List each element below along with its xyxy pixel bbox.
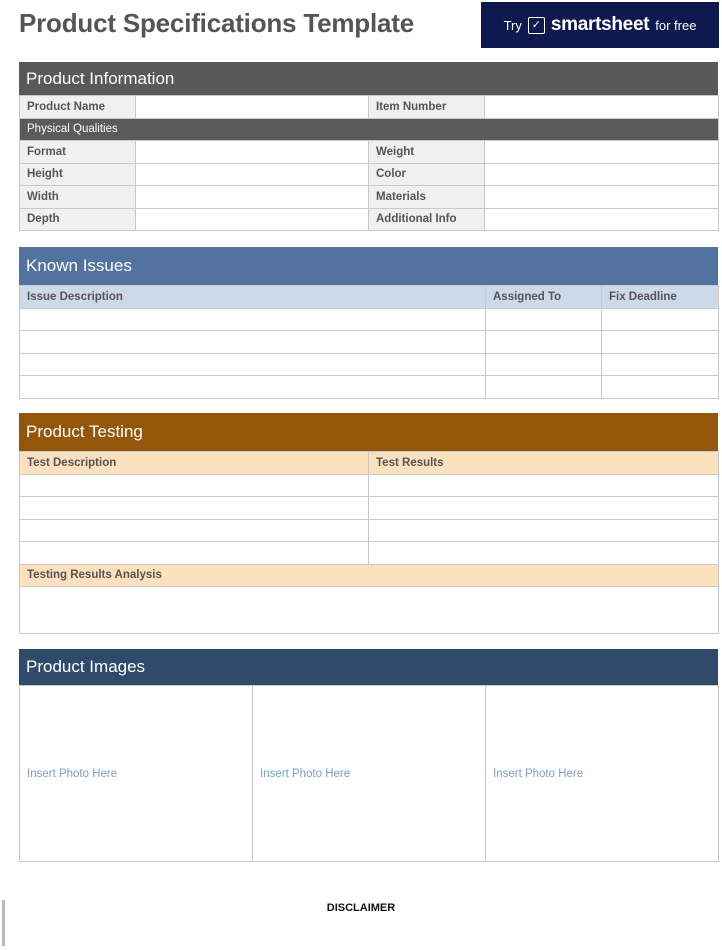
issue-description-cell[interactable] — [20, 376, 486, 399]
assigned-to-column-header: Assigned To — [486, 286, 602, 309]
test-description-cell[interactable] — [20, 497, 369, 520]
additional-info-field[interactable] — [485, 208, 719, 231]
product-information-table — [19, 95, 719, 231]
product-name-field[interactable] — [136, 96, 369, 119]
table-row — [20, 308, 719, 331]
depth-label: Depth — [20, 208, 136, 231]
width-label: Width — [20, 186, 136, 209]
test-description-column-header: Test Description — [20, 452, 369, 475]
product-information-section — [19, 62, 718, 231]
known-issues-table — [19, 285, 719, 399]
fix-deadline-cell[interactable] — [602, 331, 719, 354]
issue-description-cell[interactable] — [20, 331, 486, 354]
smartsheet-promo-button[interactable] — [481, 2, 719, 48]
table-row — [20, 376, 719, 399]
test-results-cell[interactable] — [369, 474, 719, 497]
promo-tail-text: for free — [655, 17, 697, 33]
width-field[interactable] — [136, 186, 369, 209]
assigned-to-cell[interactable] — [486, 308, 602, 331]
fix-deadline-column-header: Fix Deadline — [602, 286, 719, 309]
page-title: Product Specifications Template — [19, 8, 414, 38]
disclaimer-heading: DISCLAIMER — [326, 902, 396, 914]
color-label: Color — [369, 163, 485, 186]
product-testing-section — [19, 413, 718, 634]
issue-description-cell[interactable] — [20, 353, 486, 376]
testing-results-analysis-field[interactable] — [20, 587, 719, 634]
materials-label: Materials — [369, 186, 485, 209]
materials-field[interactable] — [485, 186, 719, 209]
product-images-table — [19, 685, 719, 862]
product-name-label: Product Name — [20, 96, 136, 119]
issue-description-column-header: Issue Description — [20, 286, 486, 309]
product-testing-header: Product Testing — [19, 413, 718, 451]
product-images-section — [19, 649, 718, 862]
known-issues-header: Known Issues — [19, 247, 718, 285]
item-number-field[interactable] — [485, 96, 719, 119]
weight-field[interactable] — [485, 141, 719, 164]
fix-deadline-cell[interactable] — [602, 308, 719, 331]
checkmark-icon: ✓ — [528, 17, 545, 34]
product-information-header: Product Information — [19, 62, 718, 95]
assigned-to-cell[interactable] — [486, 331, 602, 354]
testing-results-analysis-label: Testing Results Analysis — [20, 564, 719, 587]
item-number-label: Item Number — [369, 96, 485, 119]
promo-try-text: Try — [503, 17, 522, 33]
color-field[interactable] — [485, 163, 719, 186]
test-results-cell[interactable] — [369, 497, 719, 520]
table-row — [20, 497, 719, 520]
photo-placeholder[interactable]: Insert Photo Here — [20, 686, 253, 862]
photo-placeholder[interactable]: Insert Photo Here — [253, 686, 486, 862]
height-label: Height — [20, 163, 136, 186]
table-row — [20, 474, 719, 497]
table-row — [20, 353, 719, 376]
assigned-to-cell[interactable] — [486, 376, 602, 399]
format-label: Format — [20, 141, 136, 164]
test-description-cell[interactable] — [20, 519, 369, 542]
test-description-cell[interactable] — [20, 474, 369, 497]
physical-qualities-subheader: Physical Qualities — [20, 118, 719, 141]
additional-info-label: Additional Info — [369, 208, 485, 231]
product-images-header: Product Images — [19, 649, 718, 685]
test-description-cell[interactable] — [20, 542, 369, 565]
format-field[interactable] — [136, 141, 369, 164]
promo-brand-text: smartsheet — [550, 14, 650, 35]
known-issues-section — [19, 247, 718, 399]
depth-field[interactable] — [136, 208, 369, 231]
table-row — [20, 542, 719, 565]
test-results-cell[interactable] — [369, 542, 719, 565]
table-row — [20, 331, 719, 354]
fix-deadline-cell[interactable] — [602, 376, 719, 399]
weight-label: Weight — [369, 141, 485, 164]
table-row — [20, 519, 719, 542]
test-results-cell[interactable] — [369, 519, 719, 542]
product-testing-table — [19, 451, 719, 634]
height-field[interactable] — [136, 163, 369, 186]
issue-description-cell[interactable] — [20, 308, 486, 331]
assigned-to-cell[interactable] — [486, 353, 602, 376]
photo-placeholder[interactable]: Insert Photo Here — [486, 686, 719, 862]
fix-deadline-cell[interactable] — [602, 353, 719, 376]
test-results-column-header: Test Results — [369, 452, 719, 475]
